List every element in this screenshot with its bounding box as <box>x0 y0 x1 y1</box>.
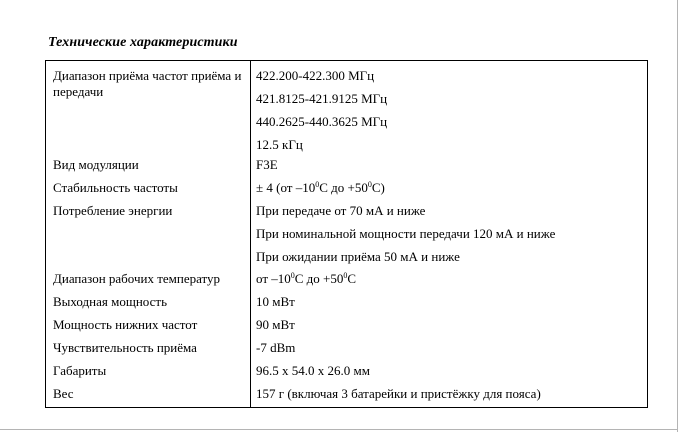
value-output-power: 10 мВт <box>256 294 295 309</box>
value-frequency-stability: ± 4 (от $-10^0C$ до $+50^0C$) <box>256 180 385 195</box>
label-modulation: Вид модуляции <box>53 157 139 172</box>
label-frequency-stability: Стабильность частоты <box>53 180 178 195</box>
value-operating-temperature: от $-10^0C$ до $+50^0C$ <box>256 271 357 286</box>
label-frequency-range: Диапазон приёма частот приёма и передачи <box>53 68 242 99</box>
value-dimensions: 96.5 x 54.0 x 26.0 мм <box>256 363 370 378</box>
value-low-frequency-power: 90 мВт <box>256 317 295 332</box>
section-title: Технические характеристики <box>48 35 238 50</box>
label-output-power: Выходная мощность <box>53 294 168 309</box>
value-power-nominal: При номинальной мощности передачи 120 мА и ниже <box>256 226 556 241</box>
value-frequency-range-2: 421.8125-421.9125 МГц <box>256 91 388 106</box>
label-dimensions: Габариты <box>53 363 107 378</box>
value-frequency-range-3: 440.2625-440.3625 МГц <box>256 114 388 129</box>
label-operating-temperature: Диапазон рабочих температур <box>53 271 221 286</box>
value-power-transmit: При передаче от 70 мА и ниже <box>256 203 426 218</box>
specifications-table <box>45 60 648 408</box>
label-low-frequency-power: Мощность нижних частот <box>53 317 198 332</box>
value-frequency-range-1: 422.200-422.300 МГц <box>256 68 375 83</box>
label-weight: Вес <box>53 386 74 401</box>
value-receive-sensitivity: -7 dBm <box>256 340 296 355</box>
label-power-consumption: Потребление энергии <box>53 203 173 218</box>
value-channel-step: 12.5 кГц <box>256 137 303 152</box>
page-frame-right <box>677 0 678 432</box>
value-power-standby: При ожидании приёма 50 мА и ниже <box>256 249 460 264</box>
label-receive-sensitivity: Чувствительность приёма <box>53 340 197 355</box>
value-weight: 157 г (включая 3 батарейки и пристёжку для пояса) <box>256 386 541 401</box>
column-divider <box>250 61 251 407</box>
page-frame-bottom <box>0 429 678 430</box>
value-modulation: F3E <box>256 157 278 172</box>
